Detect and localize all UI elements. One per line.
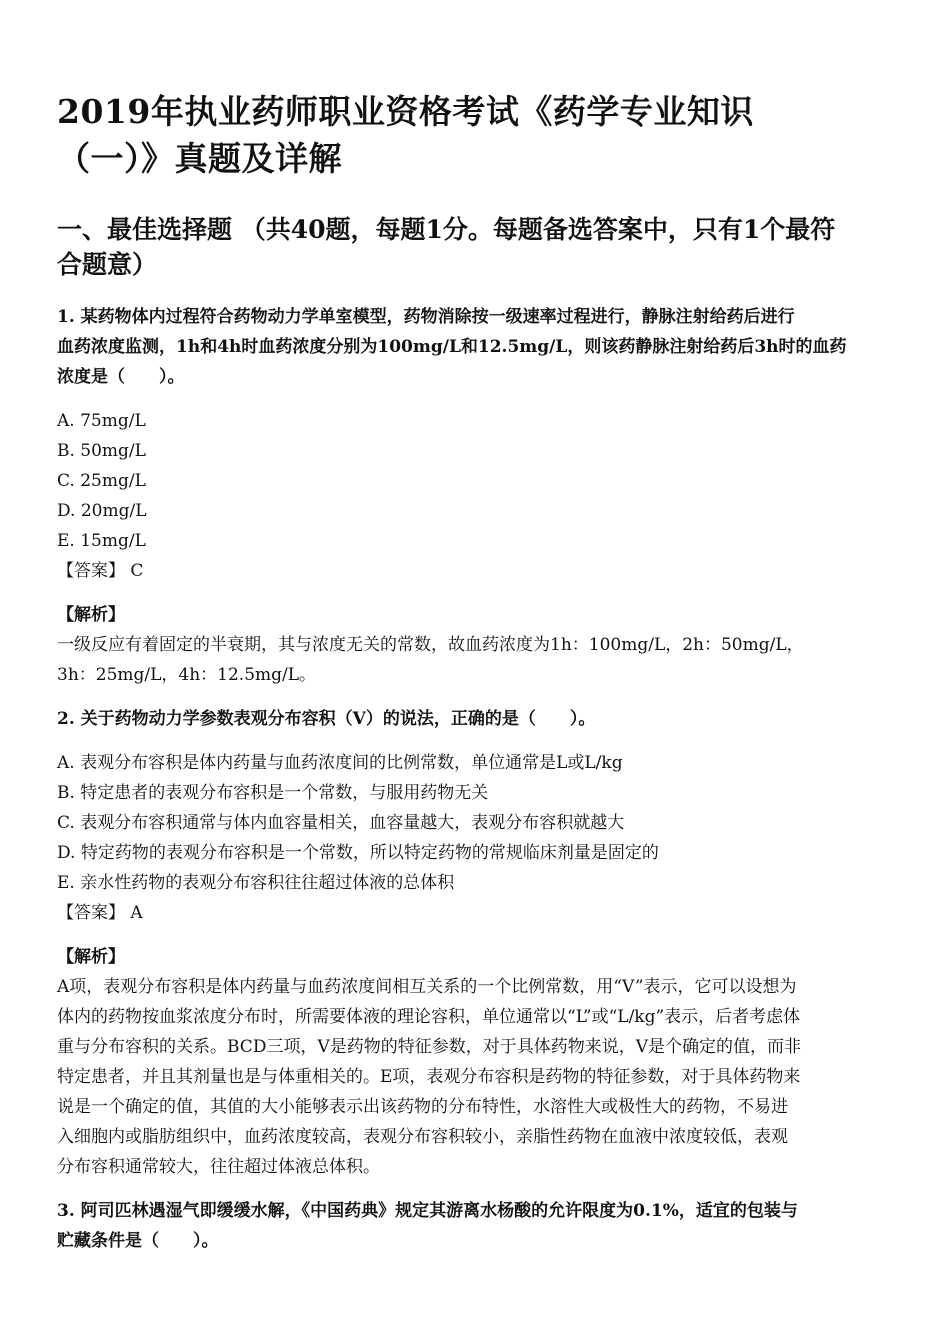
analysis-line: 说是一个确定的值，其值的大小能够表示出该药物的分布特性，水溶性大或极性大的药物，不易进 (57, 1097, 788, 1117)
option-a: A. 表观分布容积是体内药量与血药浓度间的比例常数，单位通常是L或L/kg (57, 753, 623, 773)
question-2-options (57, 748, 893, 898)
question-1-analysis (57, 630, 893, 690)
stem-line: 1. 某药物体内过程符合药物动力学单室模型，药物消除按一级速率过程进行，静脉注射给药后进行 (57, 307, 795, 327)
analysis-line: 特定患者，并且其剂量也是与体重相关的。E项，表观分布容积是药物的特征参数，对于具体药物来 (57, 1067, 801, 1087)
question-3 (57, 1196, 893, 1256)
option-b: B. 50mg/L (57, 441, 146, 461)
option-d: D. 特定药物的表观分布容积是一个常数，所以特定药物的常规临床剂量是固定的 (57, 843, 659, 863)
analysis-line: 重与分布容积的关系。BCD三项，V是药物的特征参数，对于具体药物来说，V是个确定的值，而非 (57, 1037, 801, 1057)
question-1-options (57, 406, 893, 556)
question-3-stem (57, 1196, 893, 1256)
stem-line: 3. 阿司匹林遇湿气即缓缓水解，《中国药典》规定其游离水杨酸的允许限度为0.1%，适宜的包装与 (57, 1201, 798, 1221)
question-1-answer: 【答案】 C (57, 561, 144, 581)
question-2-stem (57, 704, 893, 734)
question-1-stem (57, 302, 893, 392)
option-c: C. 表观分布容积通常与体内血容量相关，血容量越大，表观分布容积就越大 (57, 813, 625, 833)
section-heading (57, 212, 893, 282)
stem-line: 血药浓度监测，1h和4h时血药浓度分别为100mg/L和12.5mg/L，则该药静脉注射给药后3h时的血药 (57, 337, 847, 357)
option-a: A. 75mg/L (57, 411, 146, 431)
analysis-line: 分布容积通常较大，往往超过体液总体积。 (57, 1157, 380, 1177)
question-2-answer: 【答案】 A (57, 903, 143, 923)
stem-line: 贮藏条件是（ ）。 (57, 1231, 219, 1251)
analysis-line: A项，表观分布容积是体内药量与血药浓度间相互关系的一个比例常数，用“V”表示，它可以设想为 (57, 977, 797, 997)
option-c: C. 25mg/L (57, 471, 146, 491)
title-line-1: 2019年执业药师职业资格考试《药学专业知识 (57, 92, 754, 131)
option-e: E. 15mg/L (57, 531, 146, 551)
section-heading-line-1: 一、最佳选择题 （共40题，每题1分。每题备选答案中，只有1个最符 (57, 215, 836, 244)
option-e: E. 亲水性药物的表观分布容积往往超过体液的总体积 (57, 873, 455, 893)
question-2-analysis-label: 【解析】 (57, 947, 125, 967)
analysis-line: 3h：25mg/L，4h：12.5mg/L。 (57, 665, 317, 685)
title-line-2: （一）》真题及详解 (57, 139, 342, 178)
document-page (57, 88, 893, 1270)
option-b: B. 特定患者的表观分布容积是一个常数，与服用药物无关 (57, 783, 489, 803)
document-title (57, 88, 893, 182)
question-2-analysis (57, 972, 893, 1182)
question-1-analysis-label: 【解析】 (57, 605, 125, 625)
option-d: D. 20mg/L (57, 501, 147, 521)
analysis-line: 体内的药物按血浆浓度分布时，所需要体液的理论容积，单位通常以“L”或“L/kg”表示，后者考虑体 (57, 1007, 801, 1027)
stem-line: 2. 关于药物动力学参数表观分布容积（V）的说法，正确的是（ ）。 (57, 709, 596, 729)
question-2 (57, 704, 893, 1182)
analysis-line: 入细胞内或脂肪组织中，血药浓度较高，表观分布容积较小，亲脂性药物在血液中浓度较低，表观 (57, 1127, 788, 1147)
stem-line: 浓度是（ ）。 (57, 367, 185, 387)
analysis-line: 一级反应有着固定的半衰期，其与浓度无关的常数，故血药浓度为1h：100mg/L，2h：50mg/L， (57, 635, 804, 655)
section-heading-line-2: 合题意） (57, 250, 158, 279)
question-1 (57, 302, 893, 690)
